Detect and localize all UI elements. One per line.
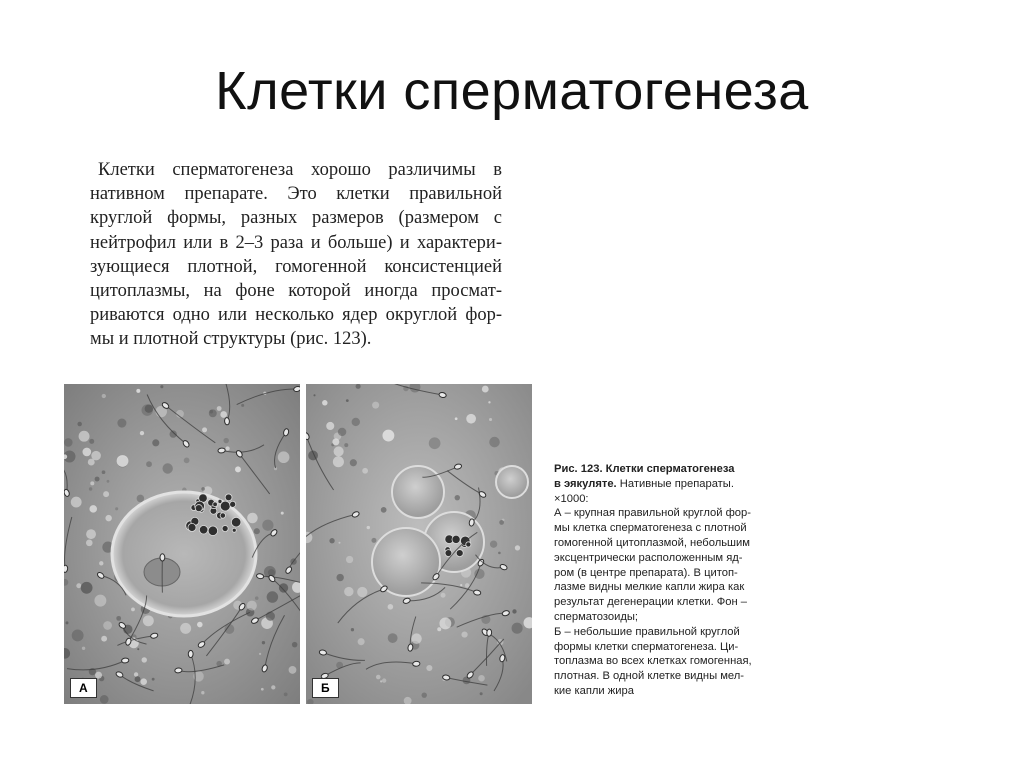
debris-particle bbox=[441, 593, 446, 598]
sperm-head bbox=[188, 650, 193, 657]
debris-particle bbox=[372, 402, 379, 409]
debris-particle bbox=[460, 584, 462, 586]
debris-particle bbox=[79, 431, 90, 442]
debris-particle bbox=[134, 672, 138, 676]
spermatogenic-cell bbox=[496, 466, 528, 498]
debris-particle bbox=[107, 480, 110, 483]
debris-particle bbox=[103, 621, 112, 630]
debris-particle bbox=[77, 422, 81, 426]
debris-particle bbox=[474, 569, 484, 579]
fat-droplet bbox=[208, 526, 217, 535]
debris-particle bbox=[209, 409, 217, 417]
debris-particle bbox=[376, 675, 381, 680]
micrograph-panel-a bbox=[64, 384, 300, 704]
micrograph-image-b bbox=[306, 384, 532, 704]
debris-particle bbox=[152, 678, 155, 681]
debris-particle bbox=[499, 520, 504, 525]
debris-particle bbox=[262, 641, 265, 644]
debris-particle bbox=[333, 456, 344, 467]
caption-line: лазме видны мелкие капли жира как bbox=[554, 581, 745, 594]
debris-particle bbox=[358, 638, 365, 645]
debris-particle bbox=[512, 623, 523, 634]
caption-heading-line-2 bbox=[554, 477, 770, 492]
debris-particle bbox=[338, 542, 340, 544]
debris-particle bbox=[82, 448, 91, 457]
debris-particle bbox=[255, 596, 259, 600]
debris-particle bbox=[380, 680, 382, 682]
paragraph-line: нативном препарате. Это клетки правильной bbox=[90, 184, 502, 205]
debris-particle bbox=[278, 451, 290, 463]
caption-line: ром (в центре препарата). В цитоп- bbox=[554, 566, 738, 579]
debris-particle bbox=[346, 399, 349, 402]
debris-particle bbox=[117, 455, 129, 467]
sperm-head bbox=[218, 448, 226, 454]
debris-particle bbox=[367, 526, 370, 529]
debris-particle bbox=[334, 446, 344, 456]
fat-droplet bbox=[466, 542, 471, 547]
debris-particle bbox=[224, 659, 230, 665]
debris-particle bbox=[336, 574, 343, 581]
debris-particle bbox=[371, 538, 376, 543]
debris-particle bbox=[117, 419, 126, 428]
paragraph-line: нейтрофил или в 2–3 раза и больше) и характери- bbox=[90, 232, 502, 253]
fat-droplet bbox=[232, 528, 236, 532]
caption-line: топлазма во всех клетках гомогенная, bbox=[554, 655, 752, 668]
debris-particle bbox=[271, 685, 275, 689]
debris-particle bbox=[388, 633, 398, 643]
caption-line: результат дегенерации клетки. Фон – bbox=[554, 596, 748, 609]
fat-droplet bbox=[213, 502, 218, 507]
debris-particle bbox=[512, 609, 516, 613]
debris-particle bbox=[142, 404, 153, 415]
debris-particle bbox=[135, 676, 141, 682]
debris-particle bbox=[89, 505, 97, 513]
sperm-head bbox=[407, 644, 413, 652]
caption-line: кие капли жира bbox=[554, 684, 634, 697]
spermatogenic-cell bbox=[392, 466, 444, 518]
debris-particle bbox=[266, 612, 275, 621]
debris-particle bbox=[99, 561, 103, 565]
panel-label-b: Б bbox=[312, 678, 339, 698]
debris-particle bbox=[362, 468, 368, 474]
debris-particle bbox=[461, 631, 467, 637]
sperm-head bbox=[487, 629, 492, 637]
debris-particle bbox=[344, 443, 348, 447]
spermatogenic-cell bbox=[372, 528, 440, 596]
debris-particle bbox=[351, 628, 354, 631]
debris-particle bbox=[223, 438, 228, 443]
fat-droplet bbox=[230, 501, 236, 507]
debris-particle bbox=[102, 394, 106, 398]
sperm-head bbox=[121, 658, 129, 664]
debris-particle bbox=[289, 666, 297, 674]
debris-particle bbox=[152, 439, 159, 446]
sperm-head bbox=[442, 675, 450, 681]
debris-particle bbox=[90, 481, 94, 485]
debris-particle bbox=[115, 507, 118, 510]
debris-particle bbox=[455, 495, 460, 500]
debris-particle bbox=[480, 692, 483, 695]
debris-particle bbox=[100, 695, 109, 704]
debris-particle bbox=[86, 540, 93, 547]
scanned-paragraph bbox=[90, 158, 502, 352]
fat-droplet bbox=[188, 523, 196, 531]
debris-particle bbox=[262, 520, 273, 531]
debris-particle bbox=[131, 608, 135, 612]
debris-particle bbox=[91, 451, 101, 461]
caption-line: А – крупная правильной круглой фор- bbox=[554, 507, 751, 520]
debris-particle bbox=[338, 428, 346, 436]
debris-particle bbox=[356, 384, 361, 389]
debris-particle bbox=[89, 439, 94, 444]
fat-droplet bbox=[231, 517, 241, 527]
debris-particle bbox=[388, 604, 394, 610]
fat-droplet bbox=[220, 513, 225, 518]
fat-droplet bbox=[195, 505, 202, 512]
debris-particle bbox=[116, 616, 121, 621]
fat-droplet bbox=[456, 550, 463, 557]
debris-particle bbox=[140, 678, 147, 685]
debris-particle bbox=[162, 463, 172, 473]
debris-particle bbox=[350, 459, 357, 466]
fat-droplet bbox=[220, 501, 230, 511]
debris-particle bbox=[326, 422, 334, 430]
paragraph-line: круглой формы, разных размеров (размером с bbox=[90, 208, 502, 229]
debris-particle bbox=[352, 418, 360, 426]
caption-heading-rest: Нативные препараты. bbox=[616, 477, 734, 490]
debris-particle bbox=[322, 400, 327, 405]
debris-particle bbox=[180, 623, 191, 634]
debris-particle bbox=[382, 678, 386, 682]
debris-particle bbox=[76, 583, 81, 588]
paragraph-line: цитоплазмы, на фоне которой иногда просмат- bbox=[90, 281, 502, 302]
debris-particle bbox=[261, 688, 264, 691]
debris-particle bbox=[455, 417, 458, 420]
debris-particle bbox=[344, 587, 353, 596]
debris-particle bbox=[72, 630, 84, 642]
debris-particle bbox=[515, 545, 520, 550]
debris-particle bbox=[225, 446, 229, 450]
debris-particle bbox=[102, 470, 106, 474]
debris-particle bbox=[103, 491, 109, 497]
debris-particle bbox=[439, 618, 451, 630]
fat-droplet bbox=[452, 535, 460, 543]
paragraph-line: мы и плотной структуры (рис. 123). bbox=[90, 329, 372, 350]
debris-particle bbox=[137, 495, 145, 503]
caption-line: эксцентрически расположенным яд- bbox=[554, 551, 743, 564]
debris-particle bbox=[281, 512, 284, 515]
debris-particle bbox=[86, 529, 96, 539]
slide-title: Клетки сперматогенеза bbox=[215, 61, 809, 121]
caption-heading-bold: Рис. 123. Клетки сперматогенеза bbox=[554, 463, 735, 475]
debris-particle bbox=[422, 692, 427, 697]
micrograph-panel-b bbox=[306, 384, 532, 704]
debris-particle bbox=[81, 582, 93, 594]
debris-particle bbox=[146, 461, 152, 467]
debris-particle bbox=[94, 595, 106, 607]
fat-droplet bbox=[222, 526, 228, 532]
debris-particle bbox=[313, 394, 315, 396]
debris-particle bbox=[482, 386, 489, 393]
debris-particle bbox=[346, 556, 353, 563]
debris-particle bbox=[466, 414, 476, 424]
caption-heading-bold-2: в эякуляте. bbox=[554, 477, 617, 490]
debris-particle bbox=[71, 497, 82, 508]
debris-particle bbox=[136, 389, 140, 393]
caption-line: формы клетки сперматогенеза. Ци- bbox=[554, 640, 739, 653]
debris-particle bbox=[426, 665, 432, 671]
debris-particle bbox=[429, 437, 441, 449]
caption-line: мы клетка сперматогенеза с плотной bbox=[554, 522, 747, 535]
debris-particle bbox=[381, 507, 387, 513]
caption-line: Б – небольшие правильной круглой bbox=[554, 625, 740, 638]
debris-particle bbox=[66, 621, 69, 624]
spermatogenic-cell bbox=[112, 492, 256, 616]
fat-droplet bbox=[225, 494, 232, 501]
debris-particle bbox=[279, 583, 288, 592]
figure-caption bbox=[554, 462, 770, 699]
debris-particle bbox=[437, 627, 441, 631]
debris-particle bbox=[101, 636, 107, 642]
debris-particle bbox=[170, 430, 177, 437]
caption-line: гомогенной цитоплазмой, небольшим bbox=[554, 536, 750, 549]
caption-line: сперматозоиды; bbox=[554, 610, 639, 623]
debris-particle bbox=[220, 411, 227, 418]
debris-particle bbox=[382, 430, 394, 442]
debris-particle bbox=[292, 642, 298, 648]
debris-particle bbox=[201, 487, 205, 491]
debris-particle bbox=[357, 587, 367, 597]
debris-particle bbox=[202, 427, 207, 432]
sperm-head bbox=[175, 668, 183, 674]
debris-particle bbox=[235, 466, 241, 472]
debris-particle bbox=[95, 477, 100, 482]
debris-particle bbox=[247, 601, 257, 611]
debris-particle bbox=[490, 540, 497, 547]
debris-particle bbox=[142, 657, 147, 662]
micrograph-image-a bbox=[64, 384, 300, 704]
fat-droplet bbox=[199, 525, 208, 534]
debris-particle bbox=[140, 431, 144, 435]
debris-particle bbox=[488, 401, 490, 403]
caption-line: плотная. В одной клетке видны мел- bbox=[554, 670, 745, 683]
panel-label-a: А bbox=[70, 678, 97, 698]
debris-particle bbox=[89, 487, 92, 490]
debris-particle bbox=[105, 515, 111, 521]
sperm-head bbox=[473, 590, 481, 596]
debris-particle bbox=[64, 438, 73, 447]
debris-particle bbox=[247, 513, 258, 524]
debris-particle bbox=[411, 633, 421, 643]
debris-particle bbox=[197, 622, 203, 628]
debris-particle bbox=[489, 437, 500, 448]
sperm-head bbox=[224, 417, 229, 425]
debris-particle bbox=[259, 653, 261, 655]
debris-particle bbox=[241, 404, 244, 407]
debris-particle bbox=[160, 385, 163, 388]
debris-particle bbox=[217, 406, 222, 411]
debris-particle bbox=[489, 418, 492, 421]
debris-particle bbox=[184, 457, 190, 463]
paragraph-line: Клетки сперматогенеза хорошо различимы в bbox=[98, 160, 502, 180]
debris-particle bbox=[82, 647, 85, 650]
caption-heading bbox=[554, 462, 770, 477]
debris-particle bbox=[267, 591, 278, 602]
debris-particle bbox=[201, 691, 204, 694]
debris-particle bbox=[137, 648, 139, 650]
debris-particle bbox=[284, 692, 288, 696]
debris-particle bbox=[143, 615, 154, 626]
caption-line: ×1000: bbox=[554, 492, 589, 505]
sperm-head bbox=[256, 573, 264, 579]
debris-particle bbox=[498, 552, 501, 555]
debris-particle bbox=[478, 675, 485, 682]
sperm-head bbox=[160, 554, 165, 561]
debris-particle bbox=[254, 528, 260, 534]
paragraph-line: риваются одно или несколько ядер округлой фор- bbox=[90, 305, 502, 326]
debris-particle bbox=[329, 538, 334, 543]
paragraph-line: зующиеся плотной, гомогенной консистенцией bbox=[90, 256, 502, 277]
sperm-head bbox=[412, 661, 420, 667]
